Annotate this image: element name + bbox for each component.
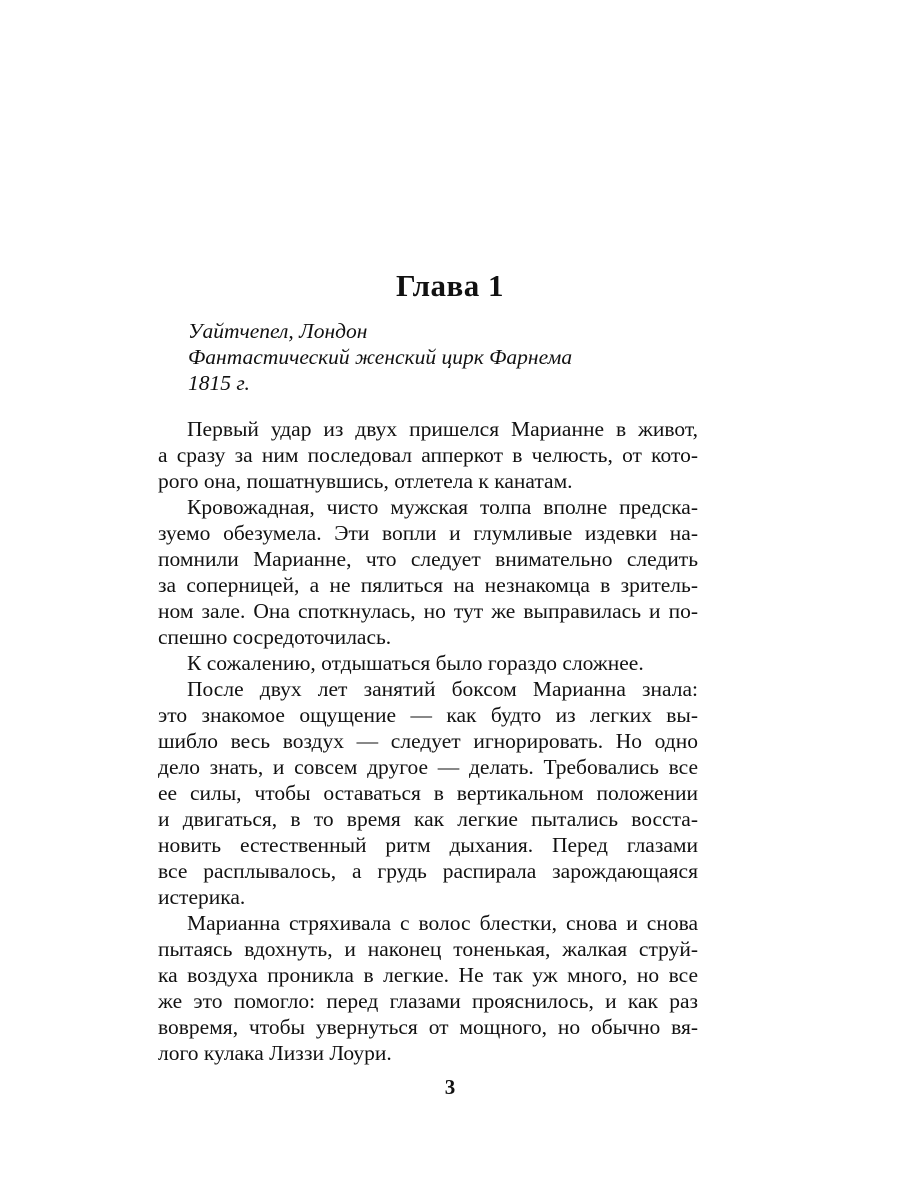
text-line: за соперницей, а не пялиться на незнакомца в зритель- [158, 573, 698, 597]
text-line: помнили Марианне, что следует внимательно следить [158, 547, 698, 571]
epigraph [188, 318, 748, 396]
page-number: 3 [444, 1075, 456, 1099]
text-line: а сразу за ним последовал апперкот в челюсть, от кото- [158, 443, 698, 467]
text-line: новить естественный ритм дыхания. Перед глазами [158, 833, 698, 857]
text-line: спешно сосредоточилась. [158, 625, 392, 649]
paragraph [158, 650, 698, 676]
epigraph-year: 1815 г. [188, 371, 250, 395]
text-line: истерика. [158, 885, 246, 909]
text-line: Кровожадная, чисто мужская толпа вполне предска- [187, 495, 698, 519]
text-line: и двигаться, в то время как легкие пытались восста- [158, 807, 698, 831]
text-line: Марианна стряхивала с волос блестки, снова и снова [187, 911, 698, 935]
text-line: все расплывалось, а грудь распирала зарождающаяся [158, 859, 698, 883]
text-line: Первый удар из двух пришелся Марианне в живот, [187, 417, 698, 441]
epigraph-location: Уайтчепел, Лондон [188, 319, 368, 343]
text-line: ка воздуха проникла в легкие. Не так уж много, но все [158, 963, 698, 987]
text-line: ее силы, чтобы оставаться в вертикальном положении [158, 781, 698, 805]
text-line: После двух лет занятий боксом Марианна знала: [187, 677, 698, 701]
text-line: дело знать, и совсем другое — делать. Требовались все [158, 755, 698, 779]
paragraph [158, 910, 698, 1066]
paragraph [158, 494, 698, 650]
paragraph [158, 676, 698, 910]
text-line: пытаясь вдохнуть, и наконец тоненькая, жалкая струй- [158, 937, 698, 961]
text-line: же это помогло: перед глазами прояснилось, и как раз [158, 989, 698, 1013]
epigraph-venue: Фантастический женский цирк Фарнема [188, 345, 573, 369]
body-text [158, 416, 698, 1066]
text-line: вовремя, чтобы увернуться от мощного, но обычно вя- [158, 1015, 698, 1039]
chapter-title: Глава 1 [395, 268, 505, 303]
text-line: ном зале. Она споткнулась, но тут же выправилась и по- [158, 599, 698, 623]
text-line: это знакомое ощущение — как будто из легких вы- [158, 703, 698, 727]
text-line: К сожалению, отдышаться было гораздо сложнее. [187, 651, 644, 675]
text-line: лого кулака Лиззи Лоури. [158, 1041, 392, 1065]
text-line: шибло весь воздух — следует игнорировать. Но одно [158, 729, 698, 753]
text-line: рого она, пошатнувшись, отлетела к канатам. [158, 469, 573, 493]
paragraph [158, 416, 698, 494]
text-line: зуемо обезумела. Эти вопли и глумливые издевки на- [158, 521, 698, 545]
